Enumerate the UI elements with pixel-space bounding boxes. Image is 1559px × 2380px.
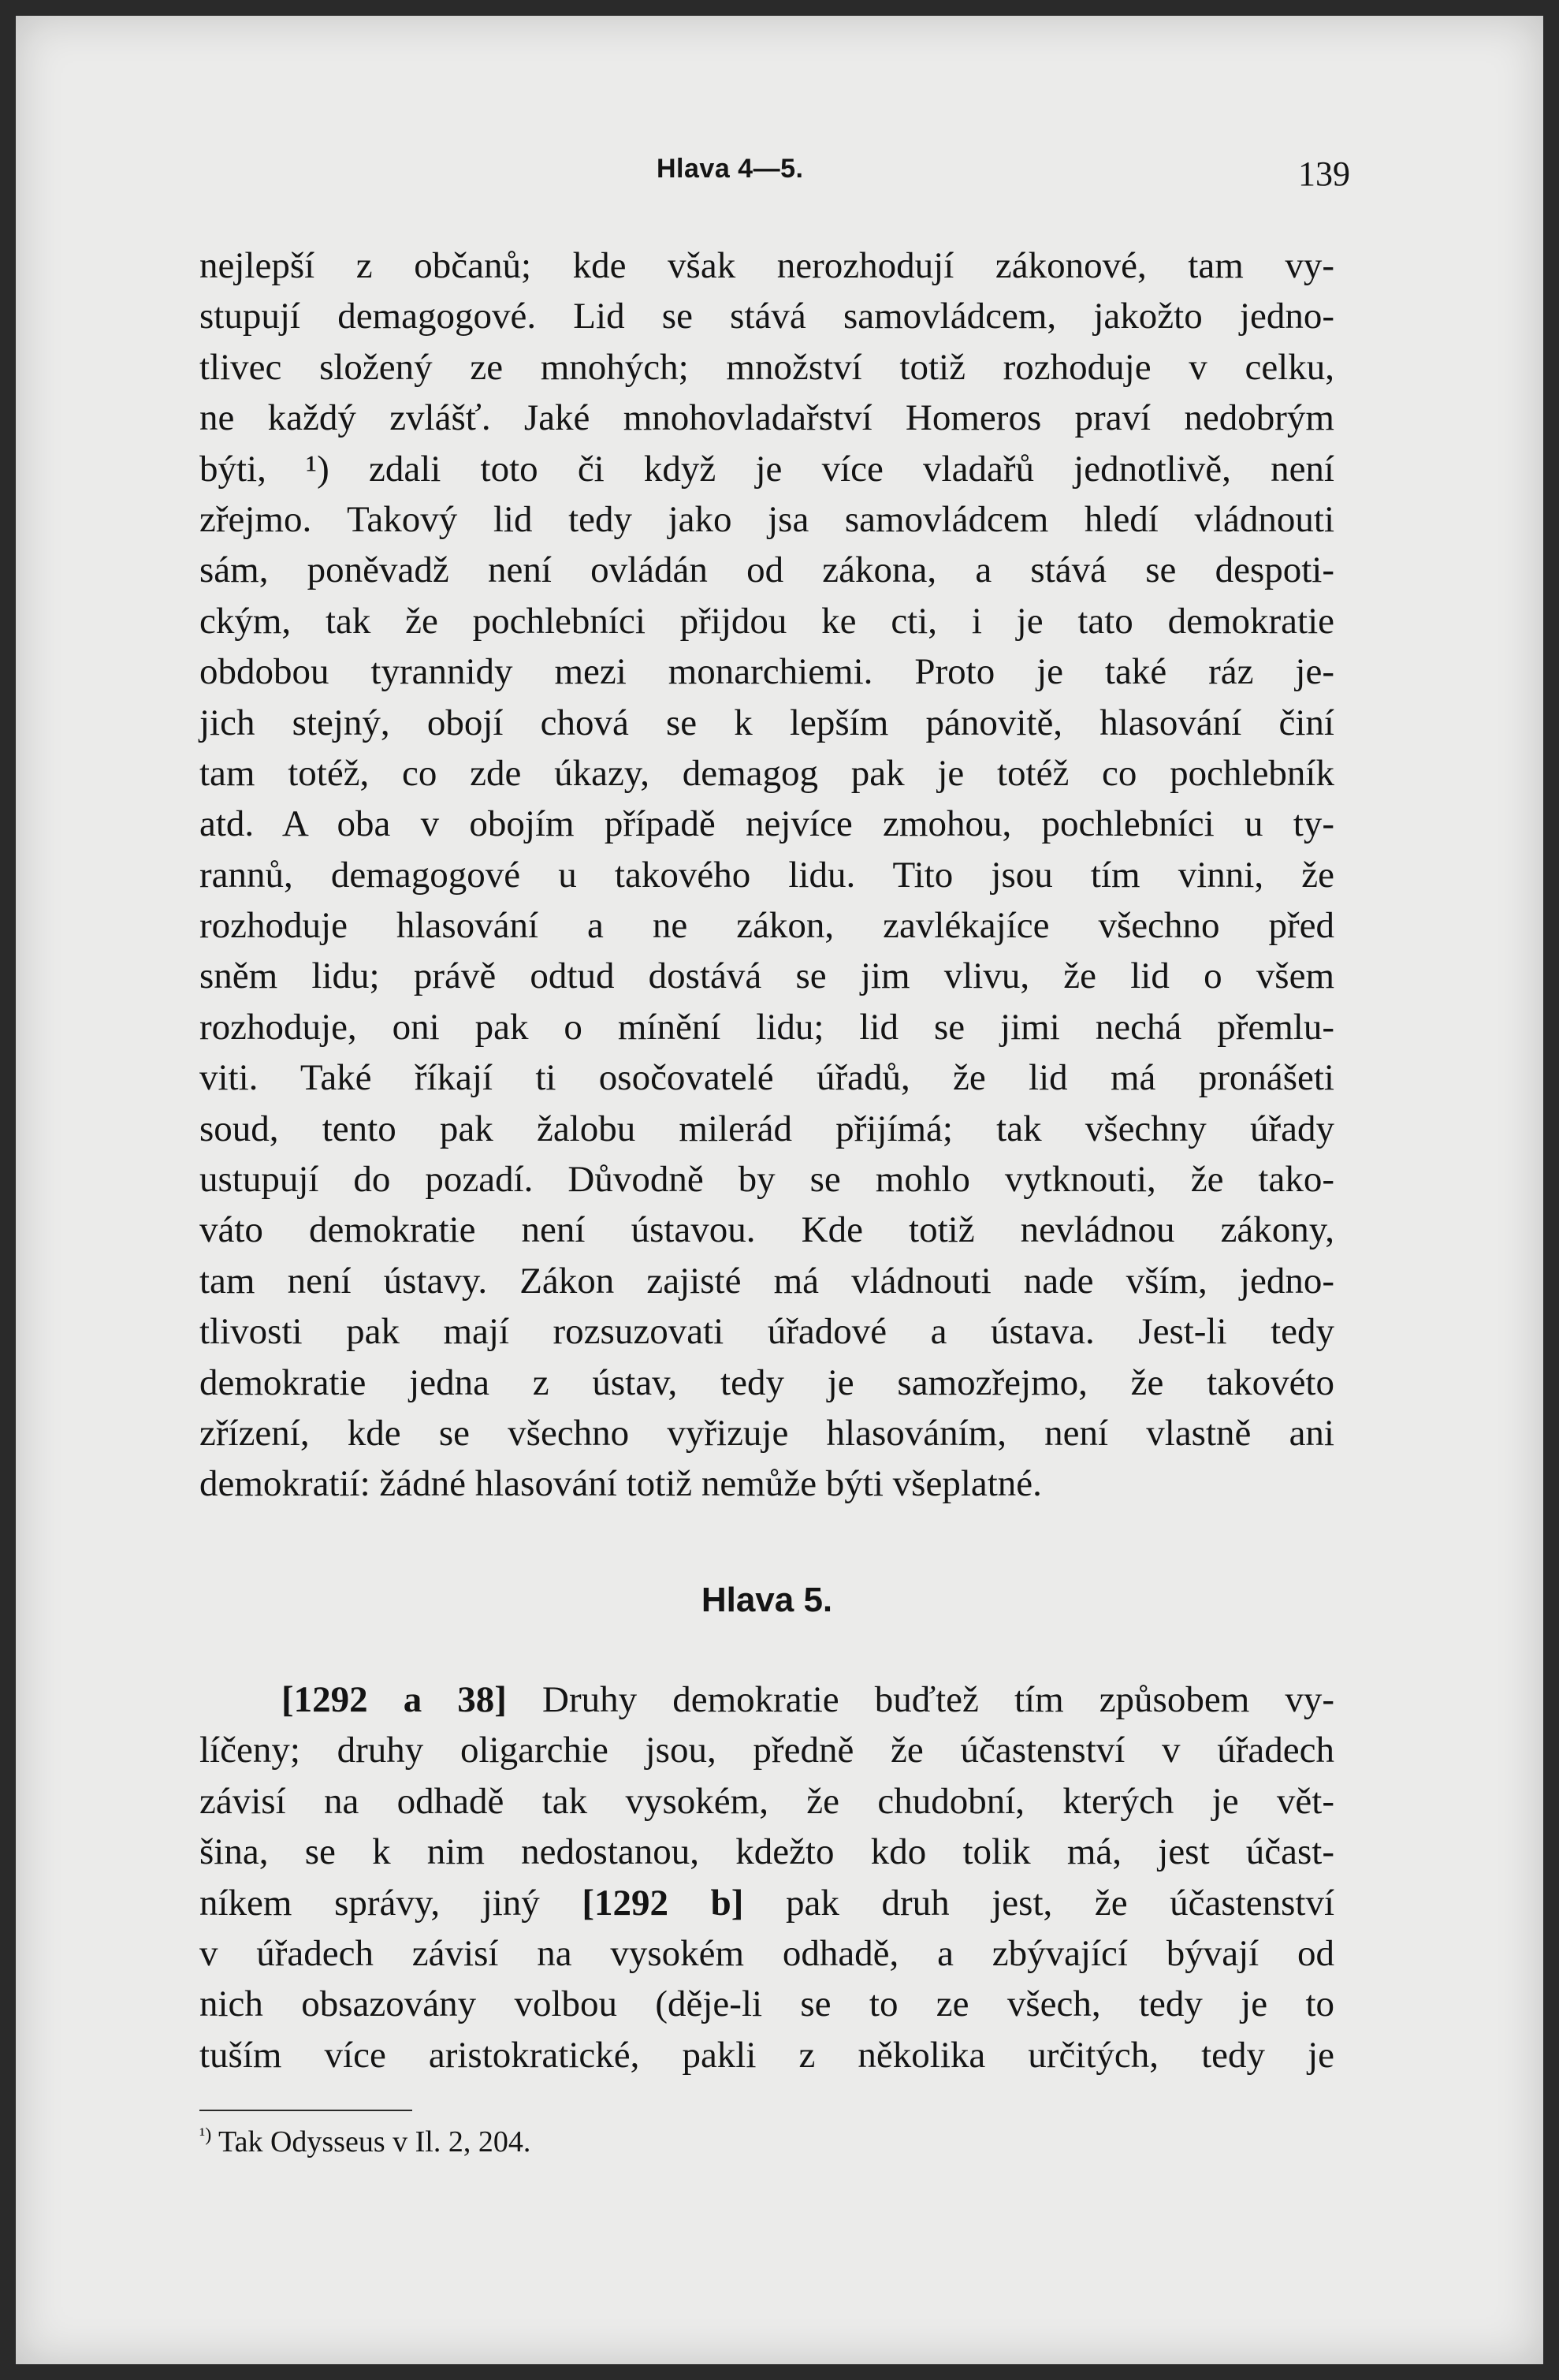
text-line: váto demokratie není ústavou. Kde totiž nevládnou zákony, xyxy=(199,1209,1334,1251)
footnote-mark: ¹) xyxy=(199,2125,212,2146)
text-line: nich obsazovány volbou (děje-li se to ze všech, tedy je to xyxy=(199,1983,1334,2025)
text-line: ckým, tak že pochlebníci přijdou ke cti, i je tato demokratie xyxy=(199,600,1334,642)
bekker-reference: [1292 a 38] xyxy=(281,1679,507,1720)
bekker-reference: [1292 b] xyxy=(582,1882,744,1924)
text-line: soud, tento pak žalobu milerád přijímá; tak všechny úřady xyxy=(199,1108,1334,1149)
text-line: býti, ¹) zdali toto či když je více vladařů jednotlivě, není xyxy=(199,448,1334,490)
book-page xyxy=(16,16,1543,2364)
chapter-paragraph xyxy=(199,1674,1334,2080)
text-line: demokratií: žádné hlasování totiž nemůže býti všeplatné. xyxy=(199,1463,1042,1505)
text-line: ne každý zvlášť. Jaké mnohovladařství Homeros praví nedobrým xyxy=(199,397,1334,439)
page-header xyxy=(657,154,1350,201)
text-line: líčeny; druhy oligarchie jsou, předně že účastenství v úřadech xyxy=(199,1730,1334,1771)
text-line: tlivec složený ze mnohých; množství totiž rozhoduje v celku, xyxy=(199,346,1334,388)
footnote xyxy=(199,2125,988,2159)
text-line: demokratie jedna z ústav, tedy je samozřejmo, že takovéto xyxy=(199,1361,1334,1403)
text-line: nejlepší z občanů; kde však nerozhodují zákonové, tam vy- xyxy=(199,245,1334,286)
text-line: sněm lidu; právě odtud dostává se jim vlivu, že lid o všem xyxy=(199,955,1334,997)
text-line: atd. A oba v obojím případě nejvíce zmohou, pochlebníci u ty- xyxy=(199,803,1334,845)
text-line: rannů, demagogové u takového lidu. Tito jsou tím vinni, že xyxy=(199,854,1334,896)
text-line: závisí na odhadě tak vysokém, že chudobní, kterých je vět- xyxy=(199,1780,1334,1822)
text-line: sám, poněvadž není ovládán od zákona, a stává se despoti- xyxy=(199,549,1334,591)
text-segment: pak druh jest, že účastenství xyxy=(743,1882,1335,1924)
text-line: jich stejný, obojí chová se k lepším pánovitě, hlasování činí xyxy=(199,702,1334,743)
text-line: obdobou tyrannidy mezi monarchiemi. Proto je také ráz je- xyxy=(199,651,1334,693)
text-line: zřejmo. Takový lid tedy jako jsa samovládcem hledí vládnouti xyxy=(199,498,1334,540)
text-line: tuším více aristokratické, pakli z několika určitých, tedy je xyxy=(199,2034,1334,2076)
text-line: tlivosti pak mají rozsuzovati úřadové a ústava. Jest-li tedy xyxy=(199,1311,1334,1353)
chapter-heading: Hlava 5. xyxy=(701,1581,833,1619)
text-line: v úřadech závisí na vysokém odhadě, a zbývající bývají od xyxy=(199,1932,1334,1974)
footnote-divider xyxy=(199,2110,412,2111)
text-line xyxy=(199,1674,1334,1725)
text-line: šina, se k nim nedostanou, kdežto kdo tolik má, jest účast- xyxy=(199,1831,1334,1873)
footnote-text: Tak Odysseus v Il. 2, 204. xyxy=(218,2125,531,2158)
text-line xyxy=(199,1878,1334,1928)
text-line: tam není ústavy. Zákon zajisté má vládnouti nade vším, jedno- xyxy=(199,1260,1334,1302)
text-line: rozhoduje, oni pak o mínění lidu; lid se jimi nechá přemlu- xyxy=(199,1006,1334,1048)
text-segment: níkem správy, jiný xyxy=(199,1882,582,1924)
body-paragraph xyxy=(199,240,1334,1510)
text-line: viti. Také říkají ti osočovatelé úřadů, že lid má pronášeti xyxy=(199,1057,1334,1099)
text-line: ustupují do pozadí. Důvodně by se mohlo vytknouti, že tako- xyxy=(199,1159,1334,1201)
running-title: Hlava 4—5. xyxy=(657,154,804,184)
text-line: tam totéž, co zde úkazy, demagog pak je totéž co pochlebník xyxy=(199,752,1334,794)
text-segment: Druhy demokratie buďtež tím způsobem vy- xyxy=(506,1679,1334,1720)
text-line: stupují demagogové. Lid se stává samovládcem, jakožto jedno- xyxy=(199,296,1334,337)
page-number: 139 xyxy=(1298,155,1350,193)
text-line: zřízení, kde se všechno vyřizuje hlasováním, není vlastně ani xyxy=(199,1412,1334,1454)
text-line: rozhoduje hlasování a ne zákon, zavlékajíce všechno před xyxy=(199,905,1334,947)
